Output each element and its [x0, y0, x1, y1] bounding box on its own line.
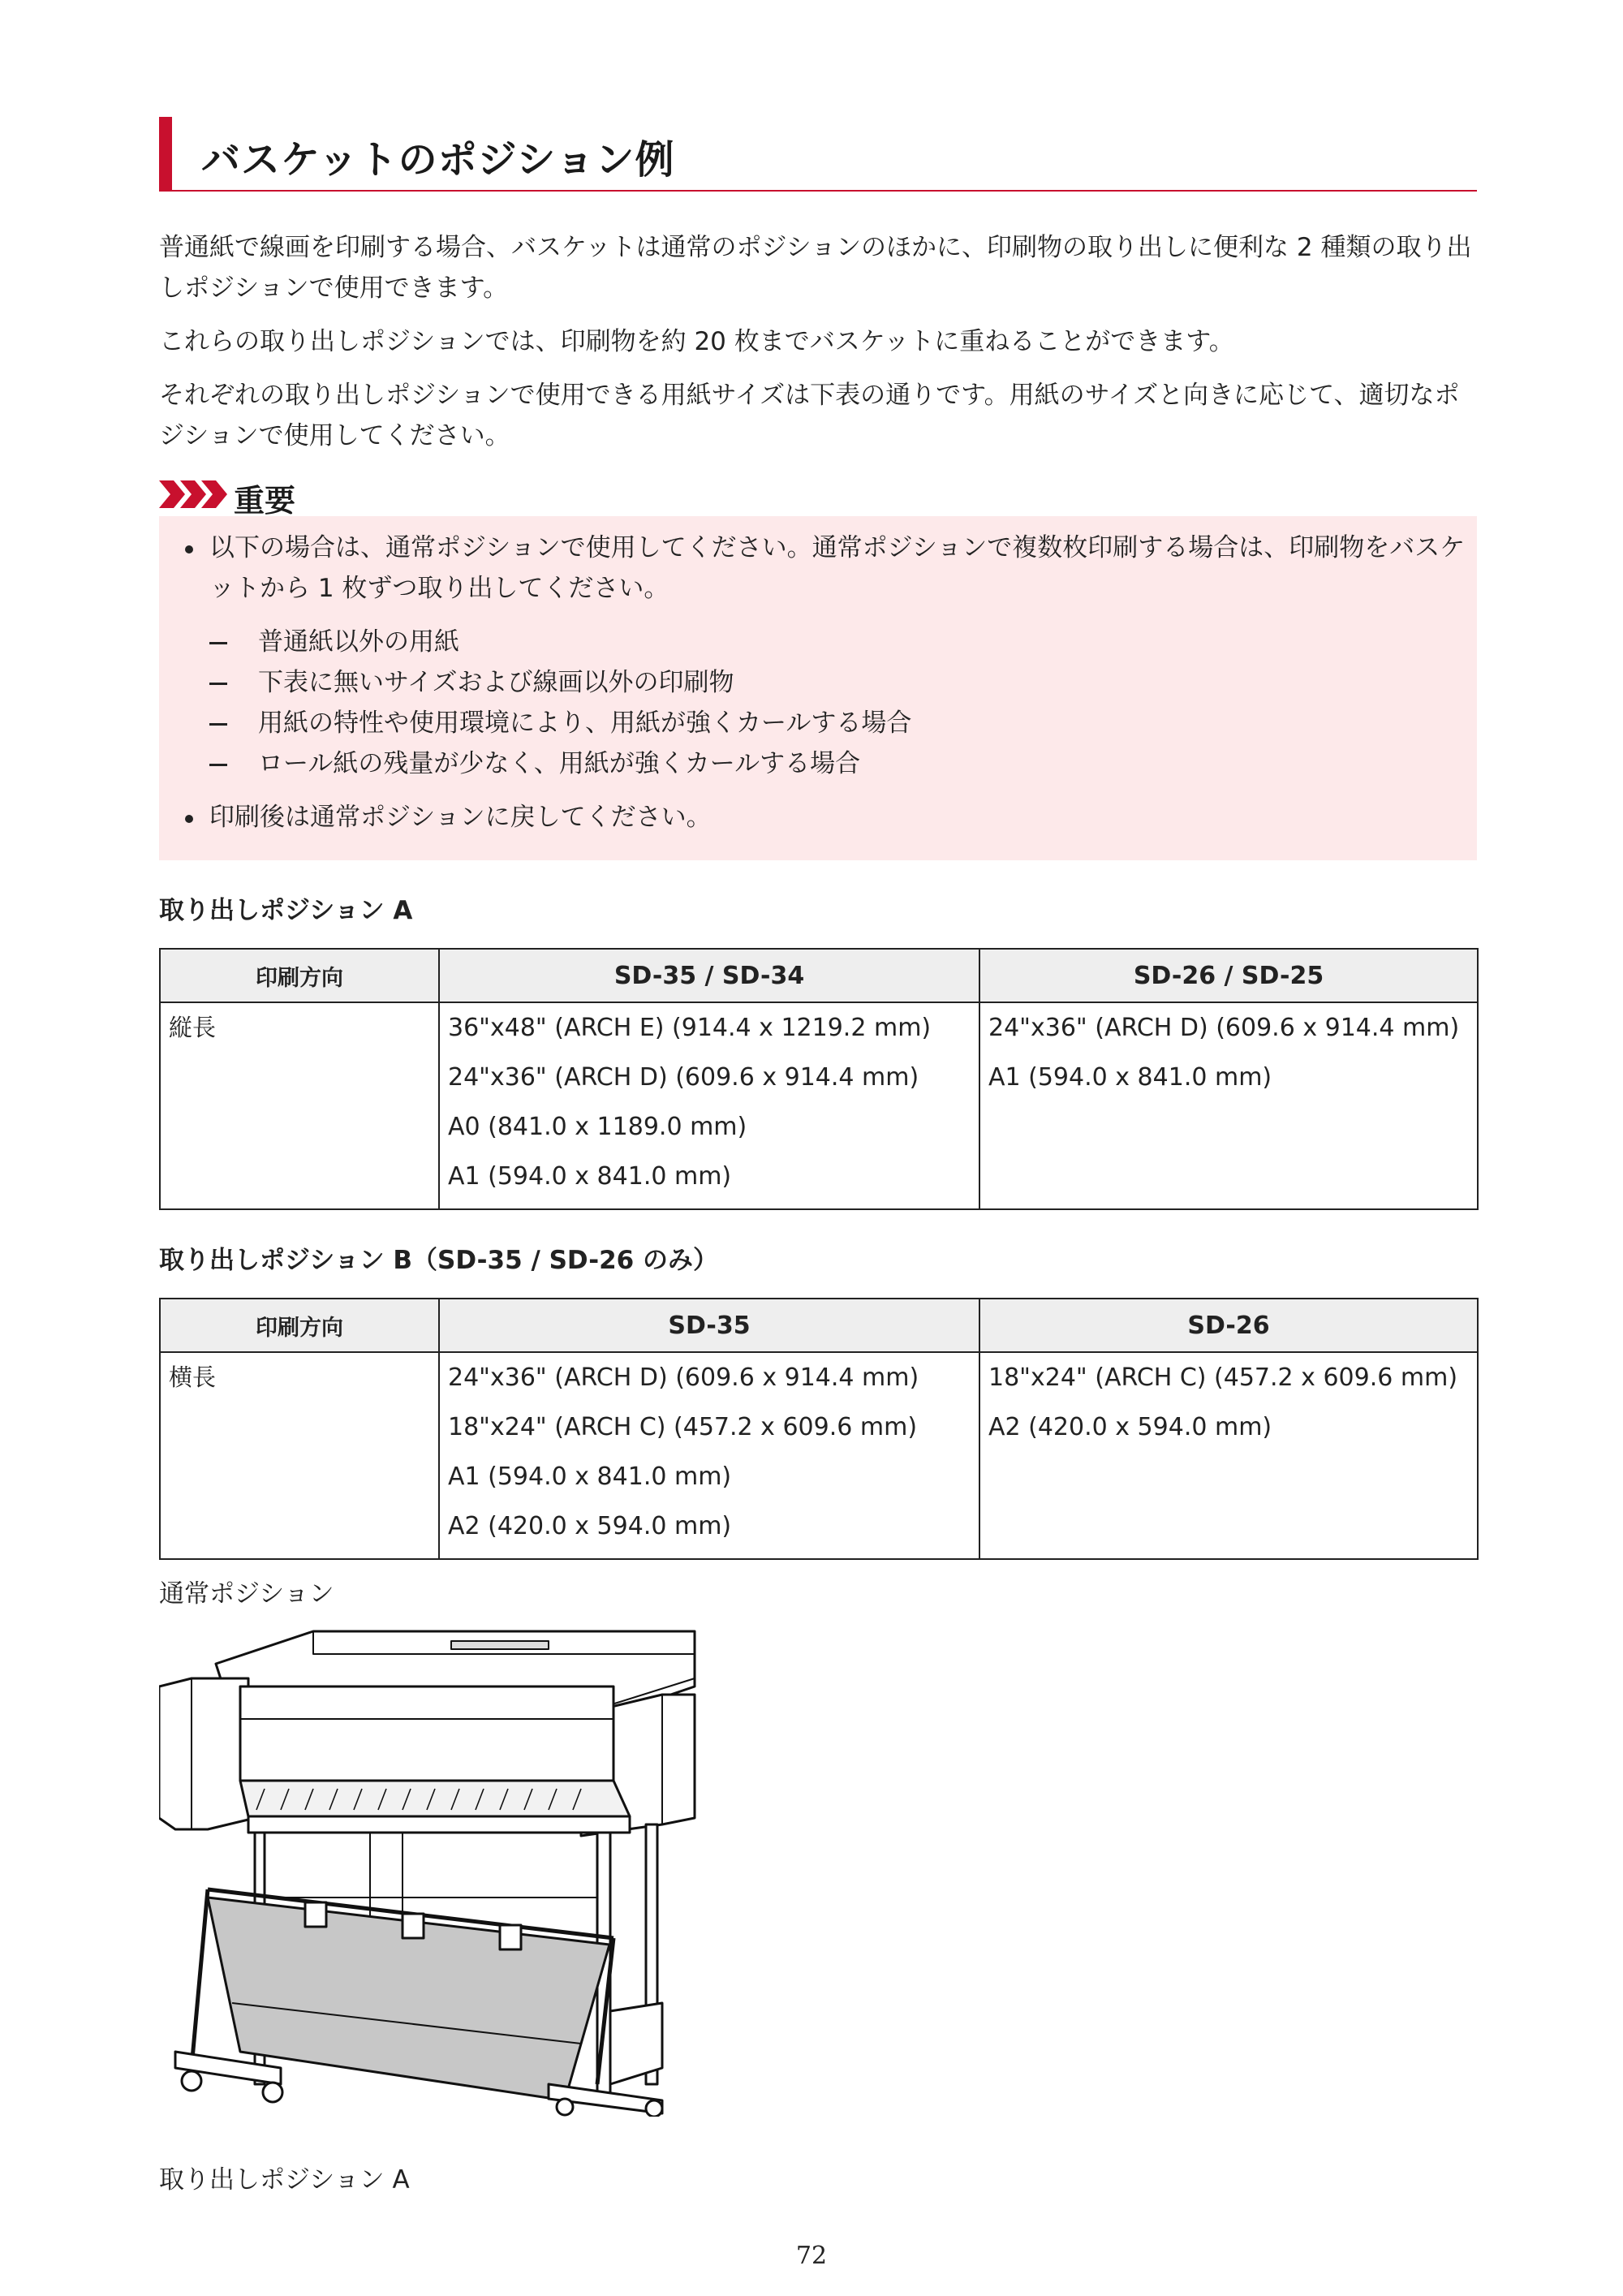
- heading-accent-bar: [159, 117, 172, 190]
- important-bullet-1: 以下の場合は、通常ポジションで使用してください。通常ポジションで複数枚印刷する場合は、印刷物をバスケットから 1 枚ずつ取り出してください。: [182, 528, 1470, 609]
- table-row: [160, 1352, 1478, 1559]
- paper-size: 24"x36" (ARCH D) (609.6 x 914.4 mm): [988, 1014, 1460, 1042]
- paper-size: 36"x48" (ARCH E) (914.4 x 1219.2 mm): [448, 1014, 932, 1042]
- table-header-model: SD-35: [439, 1299, 979, 1352]
- intro-paragraph-2: これらの取り出しポジションでは、印刷物を約 20 枚までバスケットに重ねることができます。: [159, 327, 1234, 356]
- intro-paragraph-1: 普通紙で線画を印刷する場合、バスケットは通常のポジションのほかに、印刷物の取り出しに便利な 2 種類の取り出しポジションで使用できます。: [159, 233, 1472, 303]
- important-chevrons-icon: [159, 480, 227, 508]
- page-title: バスケットのポジション例: [201, 137, 675, 183]
- table-header-model: SD-35 / SD-34: [439, 949, 979, 1002]
- important-heading: [159, 472, 1477, 519]
- important-subitem: ロール紙の残量が少なく、用紙が強くカールする場合: [209, 743, 1470, 784]
- paper-size: 18"x24" (ARCH C) (457.2 x 609.6 mm): [988, 1363, 1458, 1392]
- important-subitem: 用紙の特性や使用環境により、用紙が強くカールする場合: [209, 703, 1470, 743]
- important-bullet-2: 印刷後は通常ポジションに戻してください。: [182, 797, 1470, 838]
- paper-size: A2 (420.0 x 594.0 mm): [448, 1512, 732, 1540]
- page-number: 72: [795, 2242, 828, 2270]
- important-label: 重要: [234, 483, 296, 519]
- size-cell: [439, 1352, 979, 1559]
- direction-cell: 横長: [160, 1352, 439, 1559]
- paper-size: 24"x36" (ARCH D) (609.6 x 914.4 mm): [448, 1363, 919, 1392]
- normal-position-caption: 通常ポジション: [159, 1579, 334, 1609]
- position-b-table: [159, 1298, 1479, 1560]
- table-header-model: SD-26 / SD-25: [979, 949, 1478, 1002]
- paper-size: A1 (594.0 x 841.0 mm): [448, 1162, 732, 1191]
- table-header-row: [160, 949, 1478, 1002]
- important-subitem: 普通紙以外の用紙: [209, 622, 1470, 662]
- paper-size: A1 (594.0 x 841.0 mm): [448, 1462, 732, 1491]
- position-a-table: [159, 948, 1479, 1210]
- table-header-direction: 印刷方向: [160, 949, 439, 1002]
- table-header-row: [160, 1299, 1478, 1352]
- paper-size: A1 (594.0 x 841.0 mm): [988, 1063, 1272, 1092]
- table-header-model: SD-26: [979, 1299, 1478, 1352]
- important-box: [159, 516, 1477, 860]
- heading-block: [159, 114, 1477, 192]
- paper-size: A0 (841.0 x 1189.0 mm): [448, 1113, 747, 1141]
- page-content: [159, 114, 1477, 2117]
- position-b-heading: 取り出しポジション B（SD-35 / SD-26 のみ）: [159, 1246, 719, 1275]
- size-cell: [979, 1002, 1478, 1209]
- direction-cell: 縦長: [160, 1002, 439, 1209]
- position-a-caption: 取り出しポジション A: [159, 2165, 410, 2195]
- table-row: [160, 1002, 1478, 1209]
- paper-size: 18"x24" (ARCH C) (457.2 x 609.6 mm): [448, 1413, 918, 1441]
- size-cell: [439, 1002, 979, 1209]
- paper-size: A2 (420.0 x 594.0 mm): [988, 1413, 1272, 1441]
- important-subitem: 下表に無いサイズおよび線画以外の印刷物: [209, 662, 1470, 703]
- important-sublist: [182, 622, 1470, 784]
- size-cell: [979, 1352, 1478, 1559]
- intro-paragraph-3: それぞれの取り出しポジションで使用できる用紙サイズは下表の通りです。用紙のサイズと向きに応じて、適切なポジションで使用してください。: [159, 381, 1460, 450]
- paper-size: 24"x36" (ARCH D) (609.6 x 914.4 mm): [448, 1063, 919, 1092]
- table-header-direction: 印刷方向: [160, 1299, 439, 1352]
- position-a-heading: 取り出しポジション A: [159, 896, 413, 925]
- printer-illustration: [159, 1630, 711, 2117]
